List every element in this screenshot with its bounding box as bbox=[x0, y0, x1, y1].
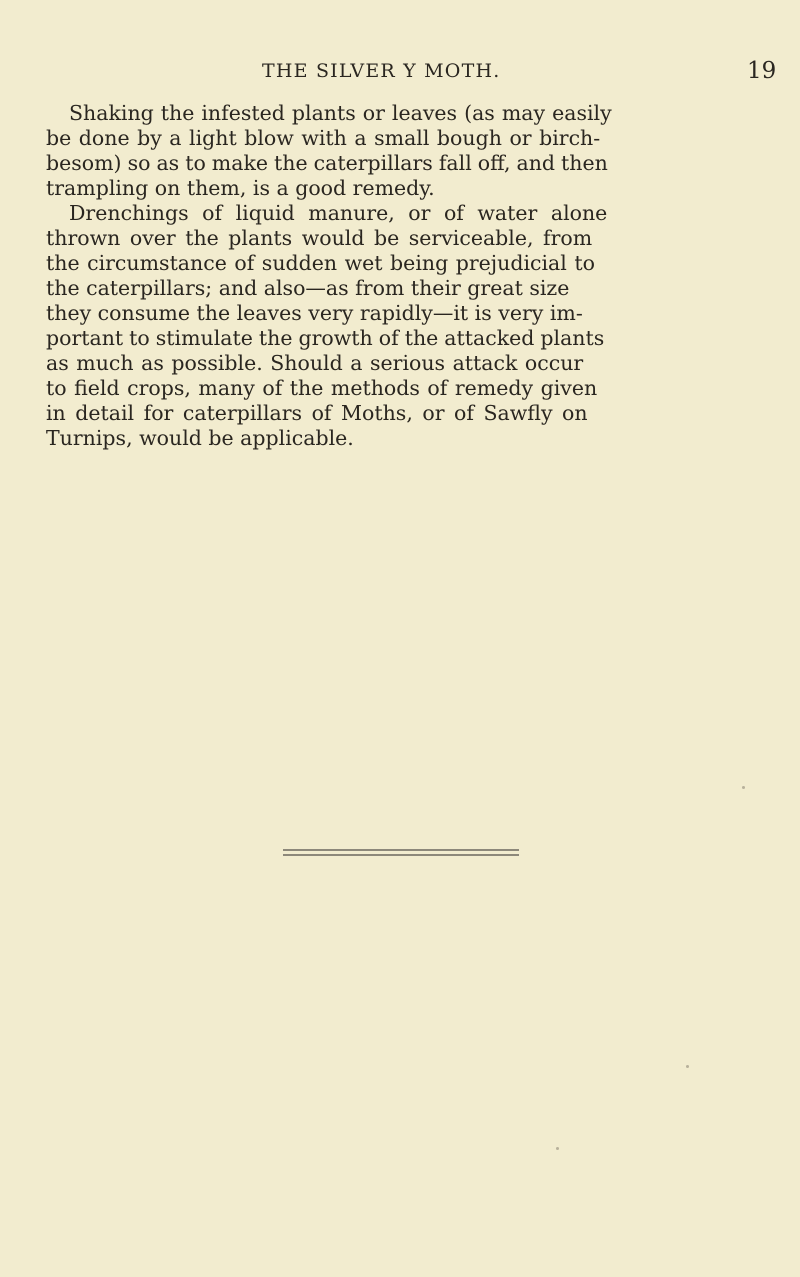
text-line: Shaking the infested plants or leaves (as may easily bbox=[69, 101, 612, 125]
text-line: in detail for caterpillars of Moths, or of Sawfly on bbox=[46, 401, 588, 425]
text-line: the caterpillars; and also—as from their great size bbox=[46, 276, 570, 300]
paper-speck bbox=[686, 1065, 689, 1068]
text-line: besom) so as to make the caterpillars fall off, and then bbox=[46, 151, 608, 175]
text-line: the circumstance of sudden wet being prejudicial to bbox=[46, 251, 595, 275]
text-line: trampling on them, is a good remedy. bbox=[46, 176, 435, 200]
text-line: thrown over the plants would be serviceable, from bbox=[46, 226, 593, 250]
running-head bbox=[0, 60, 800, 86]
section-divider-bottom bbox=[283, 854, 519, 856]
section-divider-top bbox=[283, 849, 519, 851]
text-line: they consume the leaves very rapidly—it is very im- bbox=[46, 301, 583, 325]
page-number: 19 bbox=[747, 58, 777, 84]
running-title: THE SILVER Y MOTH. bbox=[262, 60, 501, 82]
paper-speck bbox=[556, 1147, 559, 1150]
text-line: portant to stimulate the growth of the attacked plants bbox=[46, 326, 605, 350]
text-line: be done by a light blow with a small bough or birch- bbox=[46, 126, 601, 150]
text-line: to field crops, many of the methods of remedy given bbox=[46, 376, 598, 400]
text-line: as much as possible. Should a serious attack occur bbox=[46, 351, 584, 375]
paper-speck bbox=[742, 786, 745, 789]
text-line: Turnips, would be applicable. bbox=[46, 426, 354, 450]
text-line: Drenchings of liquid manure, or of water alone bbox=[69, 201, 608, 225]
